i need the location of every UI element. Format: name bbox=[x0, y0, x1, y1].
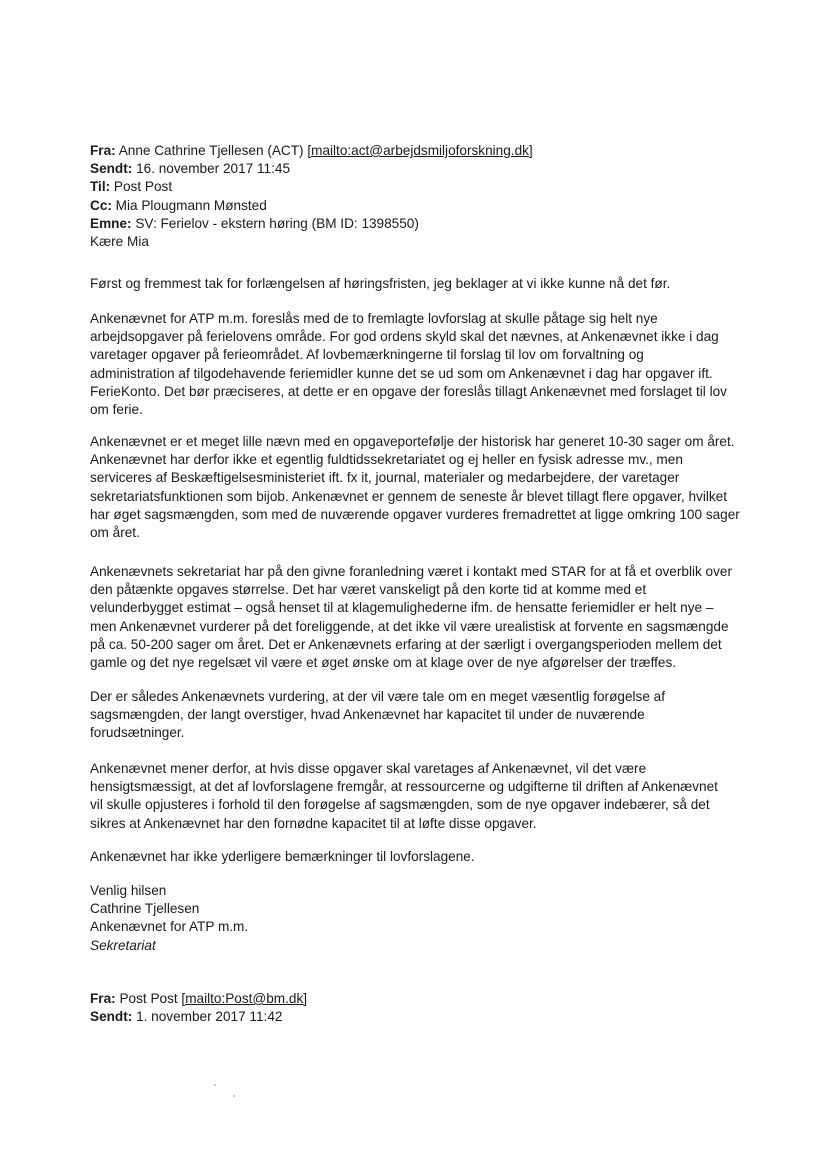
paragraph-line: varetager opgaver på ferieområdet. Af lovbemærkningerne til forslag til lov om forvaltning og bbox=[90, 347, 644, 363]
to-label: Til: bbox=[90, 179, 111, 195]
quoted-sent-line bbox=[90, 1008, 740, 1026]
sent-label: Sendt: bbox=[90, 161, 133, 177]
signature-dept: Sekretariat bbox=[90, 937, 156, 953]
paragraph-line: den påtænkte opgaves størrelse. Det har været vanskeligt på den korte tid at komme med et bbox=[90, 582, 647, 598]
paragraph-1: Først og fremmest tak for forlængelsen af høringsfristen, jeg beklager at vi ikke kunne nå det før. bbox=[90, 276, 671, 291]
sent-line bbox=[90, 160, 740, 178]
paragraph-line: sekretariatsfunktionen som bijob. Ankenævnet er gennem de seneste år blevet tillagt flere opgaver, hvilket bbox=[90, 488, 728, 504]
scan-speck bbox=[214, 1084, 216, 1086]
paragraph-line: gamle og det nye regelsæt vil være et øget ønske om at klage over de nye afgørelser der træffes. bbox=[90, 655, 677, 671]
sent-value: 16. november 2017 11:45 bbox=[132, 161, 290, 177]
signature-name: Cathrine Tjellesen bbox=[90, 901, 200, 917]
paragraph-line: forudsætninger. bbox=[90, 725, 185, 741]
email-header bbox=[90, 142, 740, 233]
paragraph-line: Ankenævnets sekretariat har på den givne foranledning været i kontakt med STAR for at få et overblik over bbox=[90, 564, 733, 579]
paragraph-2 bbox=[90, 310, 740, 419]
paragraph-5 bbox=[90, 688, 740, 743]
signature-org: Ankenævnet for ATP m.m. bbox=[90, 919, 249, 935]
paragraph-line: arbejdsopgaver på ferielovens område. For god ordens skyld skal det nævnes, at Ankenævnet ikke i dag bbox=[90, 329, 719, 345]
paragraph-line: Ankenævnet mener derfor, at hvis disse opgaver skal varetages af Ankenævnet, vil det være bbox=[90, 761, 647, 776]
paragraph-6 bbox=[90, 760, 740, 833]
paragraph-line: hensigtsmæssigt, at det af lovforslagene fremgår, at ressourcerne og udgifterne til driften af Ankenævnet bbox=[90, 779, 718, 795]
signature-closing: Venlig hilsen bbox=[90, 883, 167, 898]
paragraph-line: om året. bbox=[90, 525, 140, 541]
paragraph-3 bbox=[90, 433, 740, 542]
paragraph-line: har øget sagsmængden, som med de nuværende opgaver vurderes fremadrettet at ligge omkring 100 sager bbox=[90, 506, 740, 522]
from-label: Fra: bbox=[90, 143, 116, 158]
greeting: Kære Mia bbox=[90, 234, 149, 249]
signature-block bbox=[90, 882, 740, 955]
paragraph-line: Ankenævnet har derfor ikke et egentlig fuldtidssekretariatet og ej heller en fysisk adresse mv., men bbox=[90, 452, 683, 468]
paragraph-line: Ankenævnet er et meget lille nævn med en opgaveportefølje der historisk har generet 10-30 sager om året. bbox=[90, 434, 735, 449]
paragraph-line: Ankenævnet for ATP m.m. foreslås med de to fremlagte lovforslag at skulle påtage sig helt nye bbox=[90, 311, 658, 326]
quoted-from-name: Post Post bbox=[115, 991, 182, 1006]
cc-label: Cc: bbox=[90, 197, 112, 213]
paragraph-7: Ankenævnet har ikke yderligere bemærkninger til lovforslagene. bbox=[90, 849, 475, 864]
subject-value: SV: Ferielov - ekstern høring (BM ID: 1398550) bbox=[131, 215, 419, 231]
from-name: Anne Cathrine Tjellesen (ACT) bbox=[118, 143, 308, 158]
paragraph-line: FerieKonto. Det bør præciseres, at dette er en opgave der foreslås tillagt Ankenævnet med forslaget til lov bbox=[90, 383, 727, 399]
quoted-sent-value: 1. november 2017 11:42 bbox=[132, 1009, 283, 1025]
paragraph-line: om ferie. bbox=[90, 402, 143, 418]
cc-line bbox=[90, 197, 740, 215]
quoted-header bbox=[90, 990, 740, 1026]
subject-line bbox=[90, 215, 740, 233]
paragraph-line: administration af tilgodehavende feriemidler kunne det se ud som om Ankenævnet i dag har opgaver ift. bbox=[90, 365, 713, 381]
from-email-link[interactable]: [mailto:act@arbejdsmiljoforskning.dk] bbox=[307, 143, 533, 158]
to-line bbox=[90, 178, 740, 196]
paragraph-line: men Ankenævnet vurderer på det foreliggende, at det ikke vil være urealistisk at forvente en sagsmængde bbox=[90, 618, 729, 634]
from-line bbox=[90, 142, 740, 160]
paragraph-line: på ca. 50-200 sager om året. Det er Ankenævnets erfaring at der særligt i overgangsperioden mellem det bbox=[90, 636, 722, 652]
cc-value: Mia Plougmann Mønsted bbox=[111, 197, 267, 213]
to-value: Post Post bbox=[110, 179, 173, 195]
subject-label: Emne: bbox=[90, 215, 132, 231]
quoted-sent-label: Sendt: bbox=[90, 1009, 133, 1025]
paragraph-line: serviceres af Beskæftigelsesministeriet ift. fx it, journal, materialer og medarbejdere, der varetager bbox=[90, 470, 680, 486]
paragraph-line: sagsmængden, der langt overstiger, hvad Ankenævnet har kapacitet til under de nuværende bbox=[90, 707, 645, 723]
quoted-from-email-link[interactable]: [mailto:Post@bm.dk] bbox=[181, 991, 308, 1006]
paragraph-4 bbox=[90, 563, 740, 672]
paragraph-line: vil skulle opjusteres i forhold til den forøgelse af sagsmængden, som de nye opgaver indebærer, så det bbox=[90, 797, 710, 813]
paragraph-line: velunderbygget estimat – også henset til at klagemulighederne ifm. de hensatte feriemidler er helt nye – bbox=[90, 600, 714, 616]
scan-speck bbox=[233, 1095, 235, 1097]
quoted-from-label: Fra: bbox=[90, 991, 116, 1006]
quoted-from-line bbox=[90, 990, 740, 1008]
paragraph-line: sikres at Ankenævnet har den fornødne kapacitet til at løfte disse opgaver. bbox=[90, 815, 537, 831]
paragraph-line: Der er således Ankenævnets vurdering, at der vil være tale om en meget væsentlig forøgelse af bbox=[90, 689, 665, 704]
